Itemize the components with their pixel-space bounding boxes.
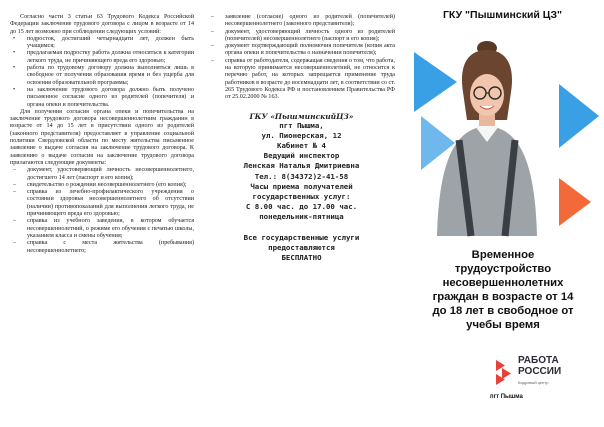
list-item: – документ подтверждающий полномочия попечителя (копия акта органа опеки и попечительства о назначении попечителя); [208,43,395,58]
logo-wordmark [518,356,561,377]
town-name: пгт Пышма [490,394,523,400]
contact-line: государственных услуг: [252,191,351,201]
list-item: – справка с места жительства (пребывания) несовершеннолетнего; [10,240,194,255]
headline-line: несовершеннолетних [442,277,564,289]
free-line: Все государственные услуги [243,232,360,242]
contact-details [208,121,395,223]
org-name: ГКУ «ПышминскийЦЗ» [249,111,354,121]
list-item: – документ, удостоверяющий личность одного из родителей (попечителей) несовершеннолетнего (паспорт и его копия); [208,29,395,44]
logo-line: РАБОТА [518,355,559,366]
logo-subtitle: Кадровый центр [518,380,549,385]
orange-triangle-shape [559,178,591,226]
list-item: – документ, удостоверяющий личность несовершеннолетнего, достигшего 14 лет (паспорт и его копия); [10,167,194,182]
list-item: – справка из лечебно-профилактического учреждения о состоянии здоровья несовершеннолетнего об отсутствии (наличии) противопоказаний для выполнения легкого труда, не причиняющего вреда его здоровью; [10,189,194,218]
list-item: • подросток, достигший четырнадцати лет, должен быть учащимся; [10,36,194,51]
list-item: – заявление (согласие) одного из родителей (попечителей) несовершеннолетнего (законного представителя); [208,14,395,29]
middle-panel [200,0,401,427]
headline-line: трудоустройство [454,263,552,275]
contact-line: Ленская Наталья Дмитриевна [243,161,360,171]
contact-line: Тел.: 8(34372)2-41-58 [254,171,349,181]
headline-line: до 18 лет в свободное от [432,305,574,317]
list-item: – справка из учебного заведения, в котором обучается несовершеннолетний, о режиме его обучения с печатью школы, указанием класса и смены обучения; [10,218,194,240]
list-item: • на заключение трудового договора должно быть получено письменное согласие одного из родителей (попечителя) и органа опеки и попечительства. [10,87,194,109]
cover-illustration [401,0,604,250]
consent-paragraph: Для получения согласия органа опеки и попечительства на заключение трудового договора несовершеннолетним гражданин в возрасте от 14 до 15 лет в присутствии одного из родителей (законного представителя) предоставляет в управление социальной политики Свердловской области по месту жительства письменное заявление о выдаче согласия на заключение трудового договора. К заявлению о выдаче согласия на заключение трудового договора прилагаются следующие документы: [10,108,194,166]
headline-line: учебы время [466,319,540,331]
logo-line: РОССИИ [518,365,562,377]
left-panel [0,0,200,427]
contact-line: Часы приема получателей [250,181,353,191]
brochure-headline [408,248,598,332]
blue-triangle-shape [559,84,599,148]
documents-list [10,167,194,255]
headline-line: Временное [471,249,535,261]
list-item: – свидетельство о рождении несовершеннолетнего (его копия); [10,182,194,189]
list-item: • работа по трудовому договору должна выполняться лишь в свободное от получения образования время и без ущерба для освоения образовательной программы; [10,65,194,87]
list-item: • предлагаемая подростку работа должна относиться к категории легкого труда, не причиняющего вреда его здоровью; [10,50,194,65]
contact-block [208,112,395,223]
contact-line: понедельник-пятница [259,212,344,222]
contact-line: пгт Пышма, [279,120,324,130]
cover-title: ГКУ "Пышминский ЦЗ" [442,9,563,21]
intro-paragraph: Согласно части 3 статьи 63 Трудового Кодекса Российской Федерации заключение трудового договора с лицом в возрасте от 14 до 15 лет возможно при соблюдении следующих условий: [10,14,194,35]
student-girl-photo [437,41,537,236]
free-services-note [208,233,395,264]
headline-line: граждан в возрасте от 14 [432,291,574,303]
rabota-rossii-logo-icon [494,358,516,386]
list-item: – справка от работодателя, содержащая сведения о том, что работа, на которую принимается несовершеннолетний, не относится к перечню работ, на которых запрещается применение труда работников в возрасте до восемнадцати лет, в соответствии со ст. 265 Трудового Кодекса РФ и постановлением Правительства РФ от 25.02.2000 № 163. [208,58,395,102]
documents-list-continued [208,14,395,102]
contact-line: Ведущий инспектор [263,151,340,161]
free-line: БЕСПЛАТНО [281,253,322,262]
contact-line: Кабинет № 4 [277,140,326,150]
blue-triangle-shape [414,52,457,112]
conditions-list [10,36,194,109]
contact-line: ул. Пионерская, 12 [261,130,342,140]
contact-line: С 8.00 час. до 17.00 час. [245,202,358,212]
free-line: предоставляются [268,242,335,252]
